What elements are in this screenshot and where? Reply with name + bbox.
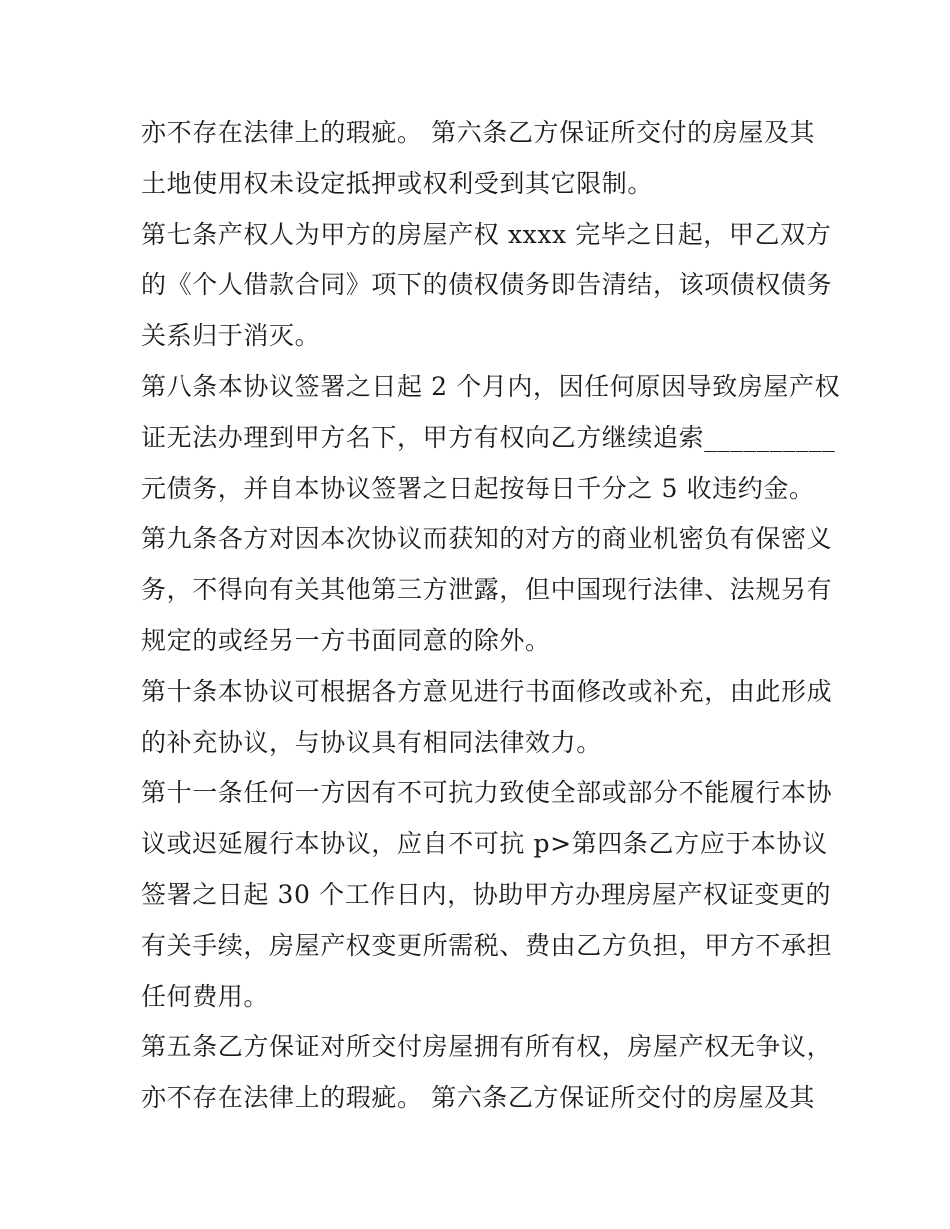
text-line: 元债务，并自本协议签署之日起按每日千分之 5 收违约金。 — [141, 473, 815, 503]
text-line: 任何费用。 — [141, 981, 270, 1011]
text-line: 有关手续，房屋产权变更所需税、费由乙方负担，甲方不承担 — [141, 930, 833, 960]
paragraph-article-5 — [141, 1022, 831, 1124]
text-line: 第十一条任何一方因有不可抗力致使全部或部分不能履行本协 — [141, 778, 833, 808]
text-line: 土地使用权未设定抵押或权利受到其它限制。 — [141, 168, 654, 198]
text-line: 亦不存在法律上的瑕疵。 第六条乙方保证所交付的房屋及其 — [141, 1083, 816, 1113]
text-line: 务，不得向有关其他第三方泄露，但中国现行法律、法规另有 — [141, 575, 833, 605]
text-line: 第七条产权人为甲方的房屋产权 xxxx 完毕之日起，甲乙双方 — [141, 219, 832, 249]
text-line: 第八条本协议签署之日起 2 个月内，因任何原因导致房屋产权 — [141, 371, 841, 401]
text-line: 第九条各方对因本次协议而获知的对方的商业机密负有保密义 — [141, 524, 833, 554]
paragraph-article-9 — [141, 514, 831, 666]
text-line: 的《个人借款合同》项下的债权债务即告清结，该项债权债务 — [141, 270, 833, 300]
paragraph-article-7 — [141, 210, 831, 362]
text-line: 亦不存在法律上的瑕疵。 第六条乙方保证所交付的房屋及其 — [141, 118, 816, 147]
paragraph-article-10 — [141, 667, 831, 769]
text-line: 议或迟延履行本协议，应自不可抗 p>第四条乙方应于本协议 — [141, 829, 828, 859]
paragraph-article-6-continued — [141, 108, 831, 210]
text-line: 第五条乙方保证对所交付房屋拥有所有权，房屋产权无争议， — [141, 1032, 833, 1062]
text-line: 的补充协议，与协议具有相同法律效力。 — [141, 727, 602, 757]
text-line: 第十条本协议可根据各方意见进行书面修改或补充，由此形成 — [141, 676, 833, 706]
text-line: 关系归于消灭。 — [141, 321, 321, 351]
text-line: 规定的或经另一方书面同意的除外。 — [141, 625, 551, 655]
text-line: 证无法办理到甲方名下，甲方有权向乙方继续追索__________ — [141, 422, 836, 452]
paragraph-article-8 — [141, 362, 841, 514]
text-line: 签署之日起 30 个工作日内，协助甲方办理房屋产权证变更的 — [141, 879, 832, 909]
document-body — [141, 108, 841, 1124]
paragraph-article-11 — [141, 768, 831, 1022]
